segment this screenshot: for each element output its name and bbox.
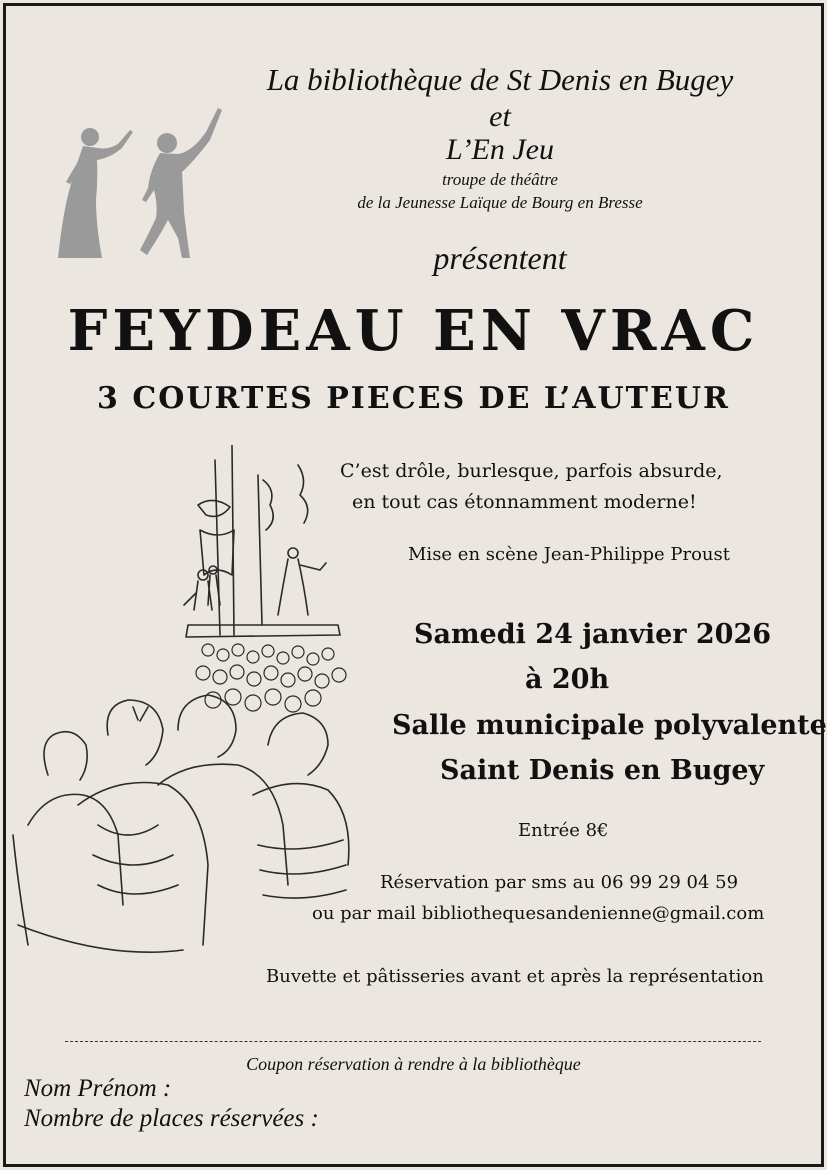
event-venue: Salle municipale polyvalente: [392, 710, 827, 741]
coupon-name-label: Nom Prénom :: [24, 1075, 172, 1102]
coupon-heading: Coupon réservation à rendre à la bibliothèque: [246, 1054, 581, 1074]
event-time: à 20h: [525, 664, 610, 695]
director-credit: Mise en scène Jean-Philippe Proust: [408, 544, 730, 565]
reservation-mail: ou par mail bibliothequesandenienne@gmail.com: [312, 903, 765, 924]
troupe-description-2: de la Jeunesse Laïque de Bourg en Bresse: [357, 193, 643, 212]
theatre-audience-illustration-icon: [8, 445, 353, 960]
reservation-sms: Réservation par sms au 06 99 29 04 59: [380, 872, 739, 893]
troupe-description-1: troupe de théâtre: [442, 170, 558, 189]
coupon-cut-line: [65, 1041, 761, 1042]
refreshments-note: Buvette et pâtisseries avant et après la représentation: [266, 966, 764, 987]
show-subtitle: 3 COURTES PIECES DE L’AUTEUR: [97, 381, 730, 416]
description-line-2: en tout cas étonnamment moderne!: [352, 491, 697, 513]
conjunction-et: et: [489, 100, 511, 133]
organizer-library: La bibliothèque de St Denis en Bugey: [266, 62, 734, 97]
event-date: Samedi 24 janvier 2026: [414, 619, 772, 650]
show-title: FEYDEAU EN VRAC: [67, 298, 760, 364]
presents-text: présentent: [433, 240, 567, 276]
description-line-1: C’est drôle, burlesque, parfois absurde,: [340, 460, 723, 482]
organizer-troupe: L’En Jeu: [445, 133, 555, 166]
event-town: Saint Denis en Bugey: [440, 755, 765, 786]
ticket-price: Entrée 8€: [518, 820, 609, 841]
coupon-seats-label: Nombre de places réservées :: [24, 1105, 319, 1132]
